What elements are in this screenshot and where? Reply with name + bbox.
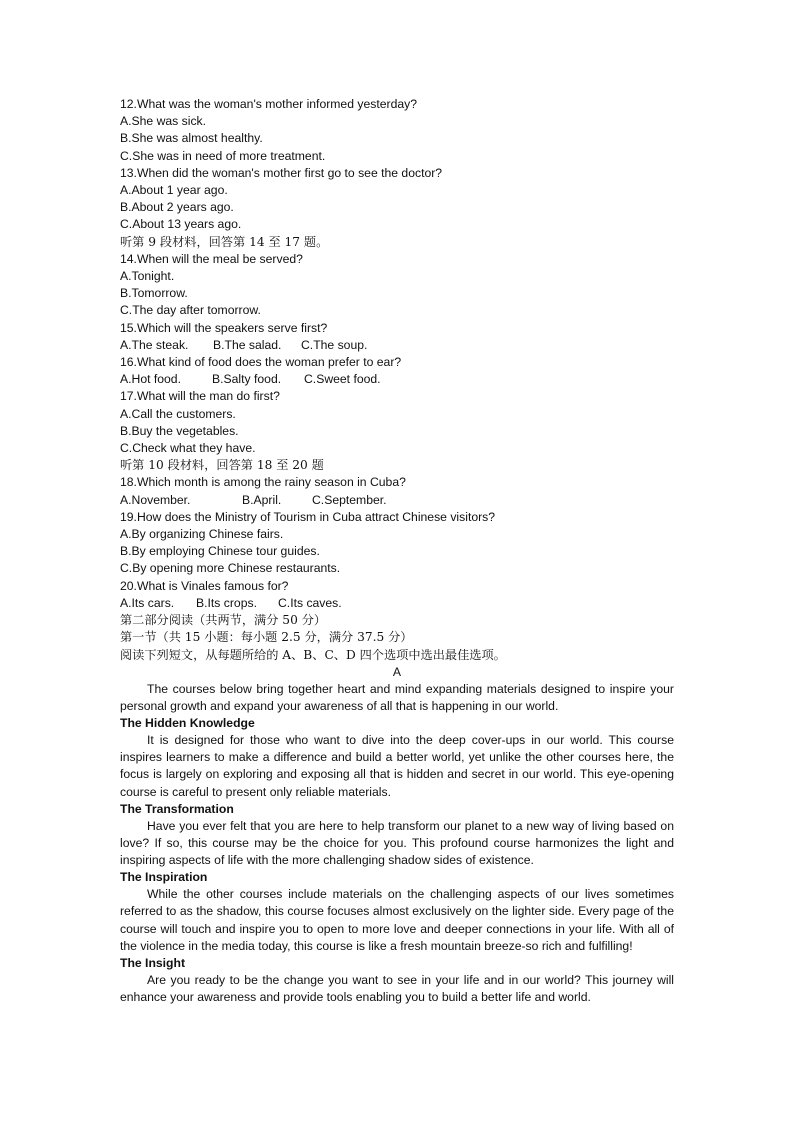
option-19a: A.By organizing Chinese fairs. <box>120 527 284 542</box>
question-19: 19.How does the Ministry of Tourism in Cuba attract Chinese visitors? <box>120 509 496 524</box>
options-16 <box>120 371 674 388</box>
option-18b: B.April. <box>242 492 282 507</box>
options-20 <box>120 595 674 612</box>
options-15 <box>120 337 674 354</box>
option-17b: B.Buy the vegetables. <box>120 423 239 438</box>
course-text-transformation: Have you ever felt that you are here to help transform our planet to a new way of living based on love? If so, this course may be the choice for you. This profound course harmonizes the light and inspiring aspects of life with the more challenging shadow sides of existence. <box>120 818 674 868</box>
passage-label: A <box>392 664 402 679</box>
course-text-inspiration: While the other courses include materials on the challenging aspects of our lives sometimes referred to as the shadow, this course focuses almost exclusively on the lighter side. Every page of the course will touch and inspire you to open to more love and deeper connections in your life. With all of the violence in the media today, this course is like a fresh mountain breeze-so rich and fulfilling! <box>120 887 674 953</box>
option-12b: B.She was almost healthy. <box>120 131 263 146</box>
option-20a: A.Its cars. <box>120 595 175 610</box>
option-12c: C.She was in need of more treatment. <box>120 148 326 163</box>
reading-section-title: 第一节（共 15 小题：每小题 2.5 分，满分 37.5 分） <box>120 630 413 645</box>
question-12: 12.What was the woman's mother informed yesterday? <box>120 97 417 111</box>
option-20c: C.Its caves. <box>278 595 342 610</box>
option-18a: A.November. <box>120 492 191 507</box>
reading-part-title: 第二部分阅读（共两节，满分 50 分） <box>120 613 327 628</box>
option-18c: C.September. <box>312 492 387 507</box>
question-15: 15.Which will the speakers serve first? <box>120 320 328 335</box>
option-12a: A.She was sick. <box>120 114 207 129</box>
course-text-insight: Are you ready to be the change you want to see in your life and in our world? This journey will enhance your awareness and provide tools enabling you to build a better life and world. <box>120 972 674 1005</box>
reading-instruction: 阅读下列短文，从每题所给的 A、B、C、D 四个选项中选出最佳选项。 <box>120 647 506 662</box>
option-16a: A.Hot food. <box>120 372 181 387</box>
option-16c: C.Sweet food. <box>304 372 381 387</box>
option-19c: C.By opening more Chinese restaurants. <box>120 561 341 576</box>
option-13c: C.About 13 years ago. <box>120 217 242 232</box>
question-16: 16.What kind of food does the woman prefer to ear? <box>120 355 402 370</box>
option-13a: A.About 1 year ago. <box>120 183 228 198</box>
option-15a: A.The steak. <box>120 337 189 352</box>
option-15b: B.The salad. <box>213 337 282 352</box>
course-title-transformation: The Transformation <box>120 801 234 816</box>
option-20b: B.Its crops. <box>196 595 257 610</box>
course-title-inspiration: The Inspiration <box>120 870 208 885</box>
option-17a: A.Call the customers. <box>120 406 236 421</box>
option-14a: A.Tonight. <box>120 269 175 284</box>
question-13: 13.When did the woman's mother first go to see the doctor? <box>120 165 443 180</box>
question-17: 17.What will the man do first? <box>120 389 280 404</box>
option-15c: C.The soup. <box>301 337 368 352</box>
option-14c: C.The day after tomorrow. <box>120 303 261 318</box>
option-19b: B.By employing Chinese tour guides. <box>120 544 320 559</box>
passage-intro: The courses below bring together heart and mind expanding materials designed to inspire your personal growth and expand your awareness of all that is happening in our world. <box>120 681 674 713</box>
option-16b: B.Salty food. <box>212 372 282 387</box>
section-10-instruction: 听第 10 段材料，回答第 18 至 20 题 <box>120 458 324 473</box>
question-20: 20.What is Vinales famous for? <box>120 578 289 593</box>
option-13b: B.About 2 years ago. <box>120 200 234 215</box>
option-14b: B.Tomorrow. <box>120 286 188 301</box>
question-14: 14.When will the meal be served? <box>120 251 303 266</box>
option-17c: C.Check what they have. <box>120 441 256 456</box>
section-9-instruction: 听第 9 段材料，回答第 14 至 17 题。 <box>120 234 329 249</box>
question-18: 18.Which month is among the rainy season in Cuba? <box>120 475 406 490</box>
course-text-hidden-knowledge: It is designed for those who want to dive into the deep cover-ups in our world. This course inspires learners to make a difference and build a better world, yet unlike the other courses here, the focus is largely on exploring and exposing all that is hidden and secret in our world. This eye-opening course is careful to present only reliable materials. <box>120 733 674 799</box>
course-title-hidden-knowledge: The Hidden Knowledge <box>120 716 255 731</box>
exam-page <box>120 96 674 1006</box>
options-18 <box>120 492 674 509</box>
course-title-insight: The Insight <box>120 955 185 970</box>
